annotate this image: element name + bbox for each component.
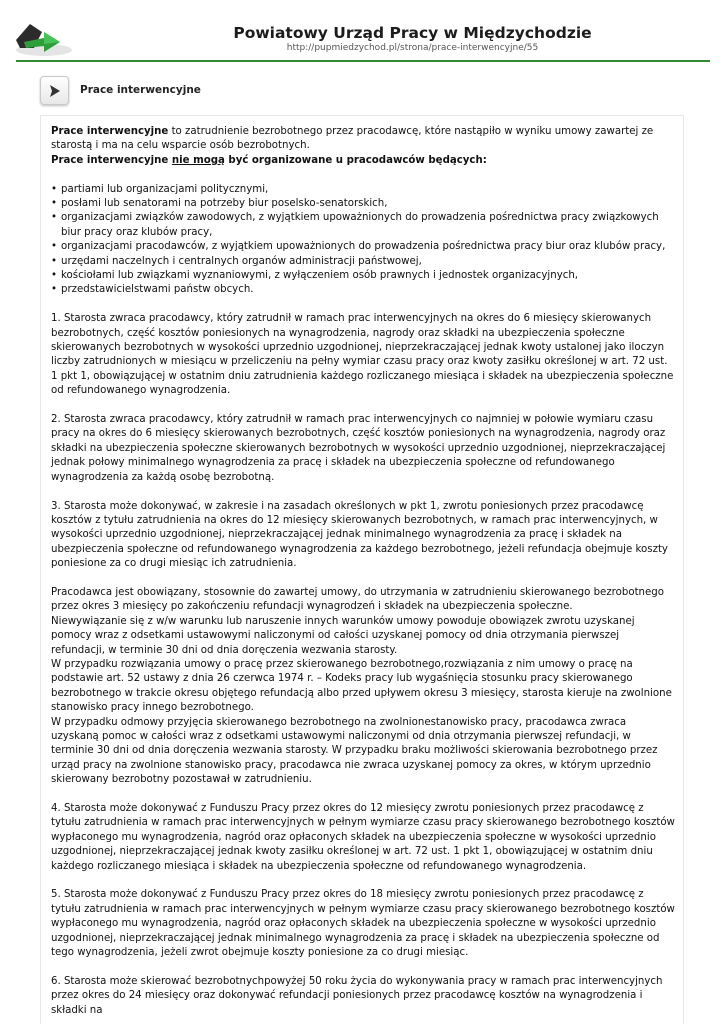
paragraph-5: 5. Starosta może dokonywać z Funduszu Pracy przez okres do 18 miesięcy zwrotu poniesionych przez pracodawcę z tytułu zatrudnienia w ramach prac interwencyjnych w pełnym wymiarze czasu pracy skierowanego bezrobotnego kosztów wypłaconego mu wynagrodzenia, nagród oraz opłaconych składek na ubezpieczenia społeczne w wysokości uprzednio uzgodnionej, nieprzekraczającej jednak minimalnego wynagrodzenia za pracę i składek na ubezpieczenia społeczne od tego wynagrodzenia, jeżeli zwrot obejmuje koszty poniesione za co drugi miesiąc. (51, 889, 675, 959)
paragraph-2: 2. Starosta zwraca pracodawcy, który zatrudnił w ramach prac interwencyjnych co najmniej w połowie wymiaru czasu pracy na okres do 6 miesięcy skierowanych bezrobotnych, część kosztów poniesionych na wynagrodzenia, nagrody oraz składki na ubezpieczenia społeczne skierowanych bezrobotnych w wysokości uprzednio uzgodnionej, nieprzekraczającej jednak połowy minimalnego wynagrodzenia za pracę i składek na ubezpieczenia społeczne od refundowanego wynagrodzenia za każdą osobę bezrobotną. (51, 414, 666, 483)
play-arrow-icon (48, 84, 62, 98)
paragraph-3: 3. Starosta może dokonywać, w zakresie i na zasadach określonych w pkt 1, zwrotu poniesionych przez pracodawcę kosztów z tytułu zatrudnienia na okres do 12 miesięcy skierowanych bezrobotnych, w ramach prac interwencyjnych, w wysokości uprzednio uzgodnionej, nieprzekraczającej jednak minimalnego wynagrodzenia za pracę i składek na ubezpieczenia społeczne od refundowanego wynagrodzenia za każdego bezrobotnego, jeżeli refundacja obejmuje koszty poniesione za co drugi miesiąc ich zatrudnienia. (51, 500, 668, 570)
restriction-list (51, 183, 675, 298)
paragraph-refusal: W przypadku odmowy przyjęcia skierowanego bezrobotnego na zwolnionestanowisko pracy, pracodawca zwraca uzyskaną pomoc w całości wraz z odsetkami ustawowymi naliczonymi od dnia otrzymania pierwszej refundacji, w terminie 30 dni od dnia doręczenia wezwania starosty. W przypadku braku możliwości skierowania bezrobotnego przez urząd pracy na zwolnione stanowisko pracy, pracodawca nie zwraca uzyskanej pomocy za okres, w którym uprzednio skierowany bezrobotny pozostawał w zatrudnieniu. (51, 716, 658, 786)
restriction-heading-b: nie mogą (171, 154, 225, 166)
site-url: http://pupmiedzychod.pl/strona/prace-interwencyjne/55 (286, 43, 539, 53)
restriction-heading-a: Prace interwencyjne (51, 154, 172, 166)
logo-arrow-icon (14, 18, 76, 58)
intro-term: Prace interwencyjne (51, 126, 169, 137)
paragraph-4: 4. Starosta może dokonywać z Funduszu Pracy przez okres do 12 miesięcy zwrotu poniesionych przez pracodawcę z tytułu zatrudnienia w ramach prac interwencyjnych w pełnym wymiarze czasu pracy skierowanego bezrobotnego kosztów wypłaconego mu wynagrodzenia, nagród oraz opłaconych składek na ubezpieczenia społeczne w wysokości uprzednio uzgodnionej, nieprzekraczającej jednak kwoty zasiłku określonej w art. 72 ust. 1 pkt 1, obowiązującej w ostatnim dniu każdego rozliczanego miesiąca i składek na ubezpieczenia społeczne od refundowanego wynagrodzenia. (51, 803, 675, 872)
restriction-heading (51, 154, 675, 168)
page-arrow-button[interactable] (40, 76, 69, 105)
page-title: Prace interwencyjne (80, 84, 201, 96)
header-divider (16, 60, 710, 62)
list-item: • organizacjami pracodawców, z wyjątkiem upoważnionych do prowadzenia pośrednictwa pracy biur oraz klubów pracy, (61, 240, 675, 254)
list-item: • przedstawicielstwami państw obcych. (61, 283, 675, 297)
list-item: • posłami lub senatorami na potrzeby biur poselsko-senatorskich, (61, 197, 675, 211)
article-box (40, 115, 684, 1024)
article-text (51, 125, 675, 1018)
list-item: • kościołami lub związkami wyznaniowymi, z wyłączeniem osób prawnych i jednostek organizacyjnych, (61, 269, 675, 283)
paragraph-6: 6. Starosta może skierować bezrobotnychpowyżej 50 roku życia do wykonywania pracy w ramach prac interwencyjnych przez okres do 24 miesięcy oraz dokonywać refundacji poniesionych przez pracodawcę kosztów na wynagrodzenia i składki na (51, 975, 663, 1016)
page-title-row (40, 76, 700, 106)
intro-rest: to zatrudnienie bezrobotnego przez pracodawcę, które nastąpiło w wyniku umowy zawartej ze starostą i ma na celu wsparcie osób bezrobotnych. (51, 126, 654, 152)
list-item: • partiami lub organizacjami politycznymi, (61, 183, 675, 197)
site-header (0, 0, 725, 64)
list-item: • urzędami naczelnych i centralnych organów administracji państwowej, (61, 255, 675, 269)
restriction-heading-c: być organizowane u pracodawców będących: (224, 154, 487, 166)
site-title: Powiatowy Urząd Pracy w Międzychodzie (233, 24, 592, 42)
paragraph-obligation: Pracodawca jest obowiązany, stosownie do zawartej umowy, do utrzymania w zatrudnieniu skierowanego bezrobotnego przez okres 3 miesięcy po zakończeniu refundacji wynagrodzeń i składek na ubezpieczenia społeczne. (51, 586, 664, 613)
list-item: • organizacjami związków zawodowych, z wyjątkiem upoważnionych do prowadzenia pośrednictwa pracy związkowych biur pracy oraz klubów pracy, (61, 211, 675, 240)
paragraph-termination: W przypadku rozwiązania umowy o pracę przez skierowanego bezrobotnego,rozwiązania z nim umowy o pracę na podstawie art. 52 ustawy z dnia 26 czerwca 1974 r. – Kodeks pracy lub wygaśnięcia stosunku pracy skierowanego bezrobotnego w trakcie okresu objętego refundacją albo przed upływem okresu 3 miesięcy, starosta kieruje na zwolnione stanowisko pracy innego bezrobotnego. (51, 658, 672, 714)
paragraph-return: Niewywiązanie się z w/w warunku lub naruszenie innych warunków umowy powoduje obowiązek zwrotu uzyskanej pomocy wraz z odsetkami ustawowymi naliczonymi od całości uzyskanej pomocy od dnia otrzymania pierwszej refundacji, w terminie 30 dni od dnia doręczenia wezwania starosty. (51, 615, 635, 656)
paragraph-1: 1. Starosta zwraca pracodawcy, który zatrudnił w ramach prac interwencyjnych na okres do 6 miesięcy skierowanych bezrobotnych, część kosztów poniesionych na wynagrodzenia, nagrody oraz składki na ubezpieczenia społeczne skierowanych bezrobotnych w wysokości uprzednio uzgodnionej, nieprzekraczającej jednak kwoty ustalonej jako iloczyn liczby zatrudnionych w miesiącu w przeliczeniu na pełny wymiar czasu pracy oraz kwoty zasiłku określonej w art. 72 ust. 1 pkt 1, obowiązującej w ostatnim dniu zatrudnienia każdego rozliczanego miesiąca i składek na ubezpieczenia społeczne od refundowanego wynagrodzenia. (51, 313, 674, 397)
intro-paragraph (51, 125, 675, 154)
